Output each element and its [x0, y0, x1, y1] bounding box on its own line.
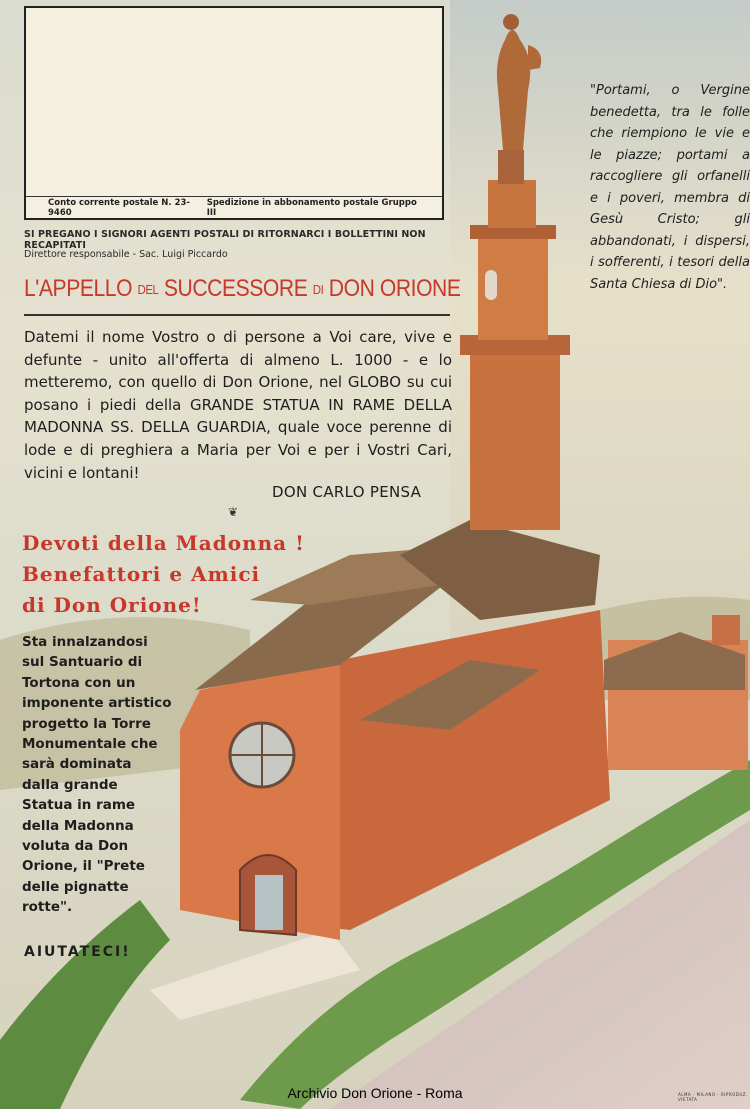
devoti-heading	[22, 528, 342, 621]
title-part: DEL	[137, 282, 159, 298]
archive-watermark: Archivio Don Orione - Roma	[287, 1085, 463, 1101]
printer-credit: ALMA - MILANO - RIPRODUZ. VIETATA	[678, 1092, 748, 1102]
devoti-line: Devoti della Madonna !	[22, 531, 305, 555]
title-part: L'APPELLO	[24, 275, 133, 302]
tower-description: Sta innalzandosi sul Santuario di Tortona con un imponente artistico progetto la Torre Monumentale che sarà dominata dalla grande Statua in rame della Madonna voluta da Don Orione, il "Prete delle pignatte rotte".	[22, 634, 172, 916]
devoti-line: Benefattori e Amici	[22, 562, 261, 586]
director-credit: Direttore responsabile - Sac. Luigi Piccardo	[24, 249, 228, 260]
appeal-signature: DON CARLO PENSA	[272, 483, 422, 501]
title-part: DON ORIONE	[328, 275, 461, 302]
appeal-body: Datemi il nome Vostro o di persone a Voi care, vive e defunte - unito all'offerta di almeno L. 1000 - e lo metteremo, con quello di Don Orione, nel GLOBO su cui posano i piedi della GRANDE STATUA IN RAME DELLA MADONNA SS. DELLA GUARDIA, quale voce perenne di lode e di preghiera a Maria per Voi e per i Vostri Cari, vicini e lontani!	[24, 328, 452, 482]
postal-shipping: Spedizione in abbonamento postale Gruppo III	[206, 197, 417, 218]
address-box	[24, 6, 444, 220]
bell-tower	[470, 350, 560, 530]
appeal-title	[24, 275, 461, 303]
devoti-line: di Don Orione!	[22, 593, 202, 617]
prayer-quote: "Portami, o Vergine benedetta, tra le folle che riempiono le vie e le piazze; portami a raccogliere gli orfanelli e i poveri, membra di Gesù Cristo; gli abbandonati, i dispersi, i sofferenti, i tesori della Santa Chiesa di Dio".	[590, 83, 750, 292]
title-rule	[24, 314, 450, 316]
postal-notice: SI PREGANO I SIGNORI AGENTI POSTALI DI RITORNARCI I BOLLETTINI NON RECAPITATI	[24, 229, 426, 251]
plaza-steps	[150, 930, 360, 1020]
aiutateci-call: AIUTATECI!	[24, 944, 131, 960]
title-part: SUCCESSORE	[163, 275, 308, 302]
title-part: DI	[312, 282, 324, 298]
postal-account: Conto corrente postale N. 23-9460	[48, 197, 190, 218]
globe-pedestal	[498, 150, 524, 184]
address-footer	[26, 196, 442, 218]
left-trees	[0, 900, 170, 1109]
ornament-icon: ❦	[228, 505, 239, 519]
